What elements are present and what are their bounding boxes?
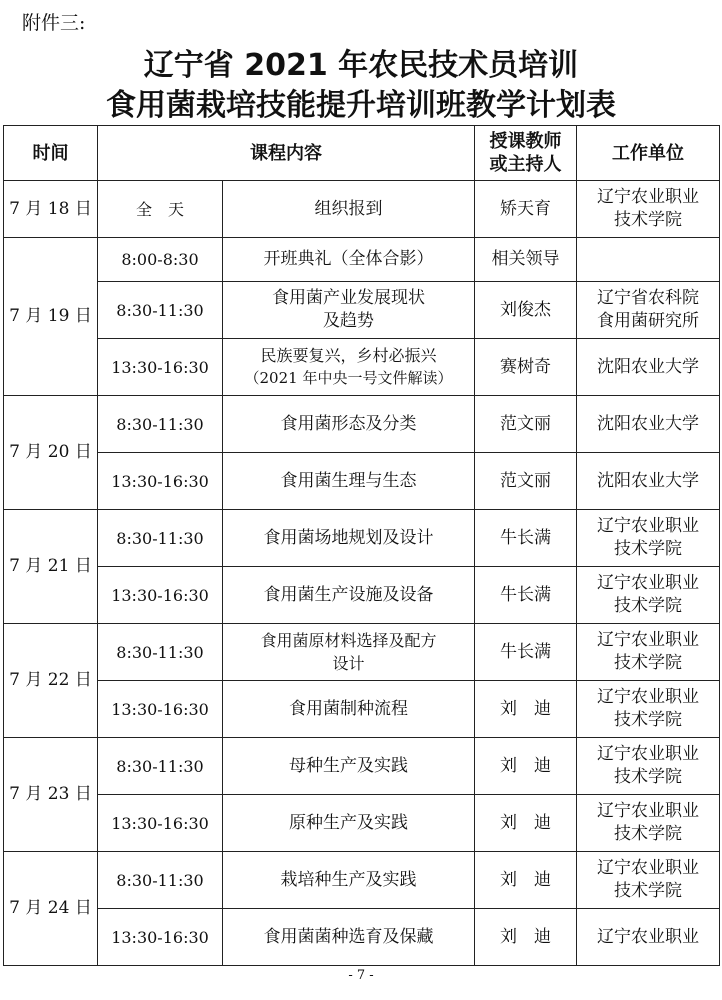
unit-line: 技术学院 <box>614 881 682 901</box>
date-cell: 7 月 20 日 <box>4 396 98 510</box>
unit-cell <box>577 738 720 795</box>
teacher-cell: 刘 迪 <box>475 738 577 795</box>
content-line: 食用菌制种流程 <box>289 698 408 719</box>
content-line: 食用菌生产设施及设备 <box>263 584 434 605</box>
unit-line: 辽宁农业职业 <box>597 187 699 207</box>
schedule-body <box>4 181 720 966</box>
unit-line: 技术学院 <box>614 653 682 673</box>
unit-cell <box>577 567 720 624</box>
table-row <box>4 453 720 510</box>
content-cell <box>223 681 475 738</box>
table-row <box>4 238 720 282</box>
table-row <box>4 181 720 238</box>
content-cell <box>223 339 475 396</box>
table-row <box>4 909 720 966</box>
unit-cell <box>577 238 720 282</box>
unit-line: 技术学院 <box>614 539 682 559</box>
teacher-cell: 牛长满 <box>475 510 577 567</box>
content-line: 母种生产及实践 <box>289 755 408 776</box>
header-teacher-line1: 授课教师 <box>489 131 562 152</box>
unit-line: 辽宁农业职业 <box>597 744 699 764</box>
content-cell <box>223 624 475 681</box>
unit-line: 技术学院 <box>614 596 682 616</box>
unit-line: 技术学院 <box>614 210 682 230</box>
content-cell <box>223 396 475 453</box>
unit-line: 技术学院 <box>614 710 682 730</box>
teacher-cell: 刘俊杰 <box>475 282 577 339</box>
content-cell <box>223 181 475 238</box>
teacher-cell: 范文丽 <box>475 453 577 510</box>
unit-cell <box>577 510 720 567</box>
unit-cell <box>577 181 720 238</box>
unit-line: 辽宁农业职业 <box>597 630 699 650</box>
table-row <box>4 510 720 567</box>
date-cell: 7 月 19 日 <box>4 238 98 396</box>
time-cell: 8:30-11:30 <box>98 282 223 339</box>
teacher-cell: 刘 迪 <box>475 852 577 909</box>
teacher-cell: 牛长满 <box>475 567 577 624</box>
time-cell: 8:00-8:30 <box>98 238 223 282</box>
header-unit: 工作单位 <box>577 126 720 181</box>
content-cell <box>223 510 475 567</box>
time-cell: 13:30-16:30 <box>98 795 223 852</box>
content-line: 食用菌生理与生态 <box>280 470 417 491</box>
content-cell <box>223 282 475 339</box>
unit-cell <box>577 852 720 909</box>
unit-cell <box>577 339 720 396</box>
unit-line: 辽宁农业职业 <box>597 573 699 593</box>
teacher-cell: 范文丽 <box>475 396 577 453</box>
date-cell: 7 月 23 日 <box>4 738 98 852</box>
teacher-cell: 相关领导 <box>475 238 577 282</box>
content-line: 食用菌菌种选育及保藏 <box>263 926 434 947</box>
table-row <box>4 396 720 453</box>
teacher-cell: 刘 迪 <box>475 795 577 852</box>
unit-line: 技术学院 <box>614 824 682 844</box>
unit-line: 沈阳农业大学 <box>597 413 699 434</box>
teacher-cell: 刘 迪 <box>475 909 577 966</box>
unit-cell <box>577 909 720 966</box>
time-cell: 8:30-11:30 <box>98 396 223 453</box>
header-teacher <box>475 126 577 181</box>
content-cell <box>223 567 475 624</box>
schedule-table <box>3 125 720 966</box>
date-cell: 7 月 22 日 <box>4 624 98 738</box>
page-number: - 7 - <box>348 968 374 983</box>
content-line: 设计 <box>332 654 365 673</box>
unit-cell <box>577 624 720 681</box>
content-line: 食用菌产业发展现状 <box>272 288 425 308</box>
table-row <box>4 339 720 396</box>
time-cell: 13:30-16:30 <box>98 567 223 624</box>
content-line: 食用菌原材料选择及配方 <box>260 631 437 650</box>
teacher-cell: 赛树奇 <box>475 339 577 396</box>
time-cell: 全 天 <box>98 181 223 238</box>
unit-cell <box>577 681 720 738</box>
time-cell: 13:30-16:30 <box>98 339 223 396</box>
unit-line: 技术学院 <box>614 767 682 787</box>
time-cell: 8:30-11:30 <box>98 510 223 567</box>
header-time: 时间 <box>4 126 98 181</box>
unit-line: 辽宁农业职业 <box>597 858 699 878</box>
unit-cell <box>577 282 720 339</box>
document-title-line1: 辽宁省 2021 年农民技术员培训 <box>143 48 579 83</box>
content-line: 栽培种生产及实践 <box>280 869 417 890</box>
content-line: 食用菌形态及分类 <box>280 413 417 434</box>
unit-cell <box>577 453 720 510</box>
date-cell: 7 月 18 日 <box>4 181 98 238</box>
content-line: 原种生产及实践 <box>289 812 408 833</box>
teacher-cell: 牛长满 <box>475 624 577 681</box>
unit-line: 辽宁农业职业 <box>597 801 699 821</box>
content-line: 及趋势 <box>323 311 374 331</box>
teacher-cell: 矫天育 <box>475 181 577 238</box>
content-cell <box>223 453 475 510</box>
content-line: 组织报到 <box>314 198 383 219</box>
unit-cell <box>577 795 720 852</box>
teacher-cell: 刘 迪 <box>475 681 577 738</box>
time-cell: 8:30-11:30 <box>98 624 223 681</box>
table-row <box>4 852 720 909</box>
unit-line: 沈阳农业大学 <box>597 356 699 377</box>
table-row <box>4 282 720 339</box>
time-cell: 13:30-16:30 <box>98 453 223 510</box>
unit-line: 食用菌研究所 <box>597 311 699 331</box>
content-line: 开班典礼（全体合影） <box>263 249 434 269</box>
unit-cell <box>577 396 720 453</box>
time-cell: 13:30-16:30 <box>98 681 223 738</box>
content-line: 民族要复兴，乡村必振兴 <box>260 346 437 365</box>
time-cell: 13:30-16:30 <box>98 909 223 966</box>
table-header-row <box>4 126 720 181</box>
content-cell <box>223 909 475 966</box>
date-cell: 7 月 21 日 <box>4 510 98 624</box>
table-row <box>4 795 720 852</box>
unit-line: 辽宁农业职业 <box>597 516 699 536</box>
content-cell <box>223 238 475 282</box>
table-row <box>4 681 720 738</box>
document-title-line2: 食用菌栽培技能提升培训班教学计划表 <box>106 88 616 123</box>
content-line: 食用菌场地规划及设计 <box>263 527 434 548</box>
attachment-label: 附件三: <box>22 12 86 34</box>
unit-line: 沈阳农业大学 <box>597 470 699 491</box>
table-row <box>4 738 720 795</box>
table-row <box>4 624 720 681</box>
unit-line: 辽宁农业职业 <box>597 687 699 707</box>
time-cell: 8:30-11:30 <box>98 852 223 909</box>
table-row <box>4 567 720 624</box>
unit-line: 辽宁省农科院 <box>597 288 699 308</box>
header-teacher-line2: 或主持人 <box>489 154 562 175</box>
time-cell: 8:30-11:30 <box>98 738 223 795</box>
content-line: （2021 年中央一号文件解读） <box>244 369 453 387</box>
unit-line: 辽宁农业职业 <box>597 926 699 947</box>
content-cell <box>223 852 475 909</box>
header-content: 课程内容 <box>98 126 475 181</box>
date-cell: 7 月 24 日 <box>4 852 98 966</box>
content-cell <box>223 738 475 795</box>
content-cell <box>223 795 475 852</box>
